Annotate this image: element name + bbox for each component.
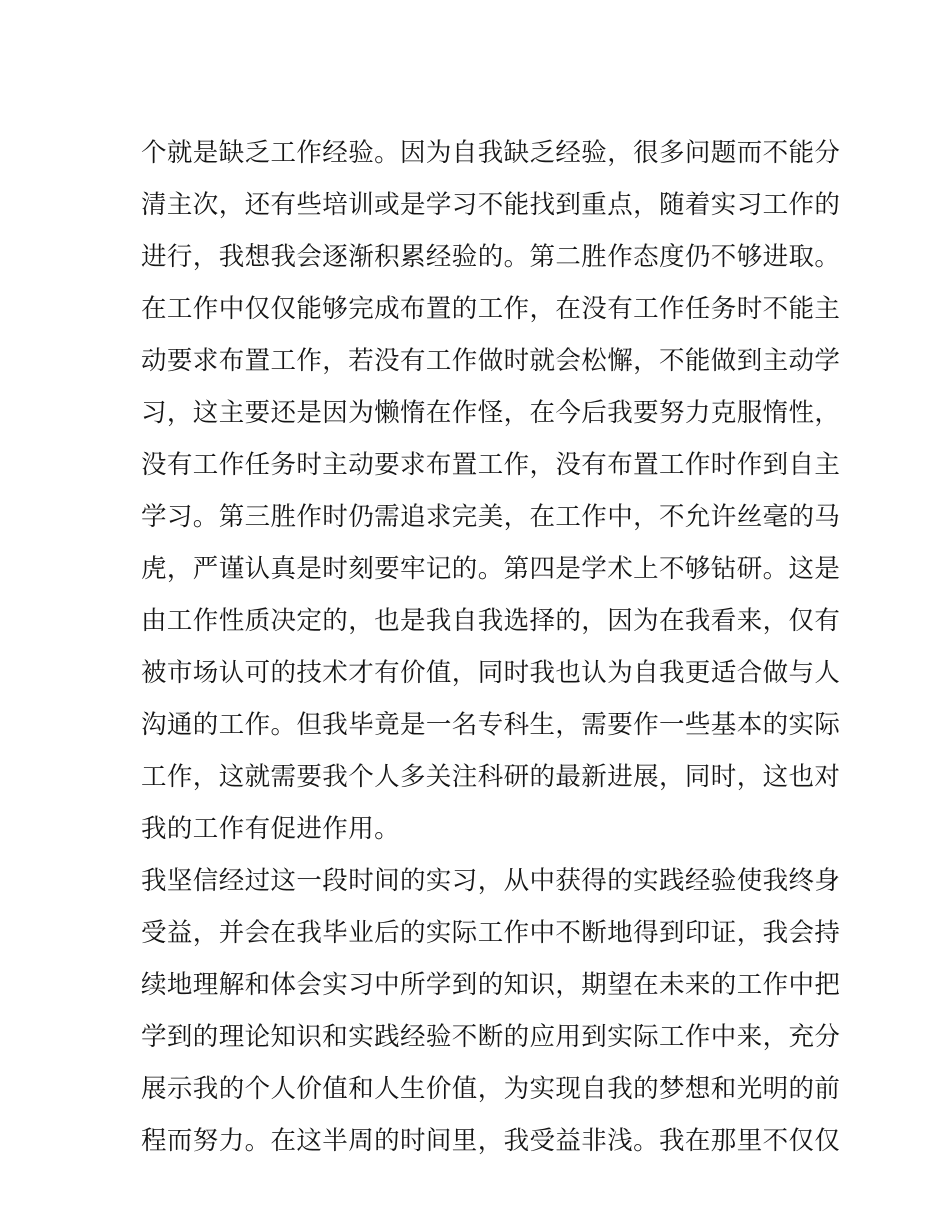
text-line-10: 由工作性质决定的，也是我自我选择的，因为在我看来，仅有	[141, 606, 841, 636]
text-line-9: 虎，严谨认真是时刻要牢记的。第四是学术上不够钻研。这是	[141, 554, 841, 584]
body-text	[141, 127, 841, 1167]
text-line-15: 我坚信经过这一段时间的实习，从中获得的实践经验使我终身	[141, 866, 841, 896]
text-line-11: 被市场认可的技术才有价值，同时我也认为自我更适合做与人	[141, 658, 841, 688]
text-line-12: 沟通的工作。但我毕竟是一名专科生，需要作一些基本的实际	[141, 710, 841, 740]
text-line-14: 我的工作有促进作用。	[141, 814, 401, 844]
text-line-18: 学到的理论知识和实践经验不断的应用到实际工作中来，充分	[141, 1022, 841, 1052]
text-line-17: 续地理解和体会实习中所学到的知识，期望在未来的工作中把	[141, 970, 841, 1000]
text-line-13: 工作，这就需要我个人多关注科研的最新进展，同时，这也对	[141, 762, 841, 792]
text-line-7: 没有工作任务时主动要求布置工作，没有布置工作时作到自主	[141, 450, 841, 480]
text-line-16: 受益，并会在我毕业后的实际工作中不断地得到印证，我会持	[141, 918, 841, 948]
text-line-20: 程而努力。在这半周的时间里，我受益非浅。我在那里不仅仅	[141, 1126, 841, 1156]
text-line-6: 习，这主要还是因为懒惰在作怪，在今后我要努力克服惰性，	[141, 398, 841, 428]
text-line-3: 进行，我想我会逐渐积累经验的。第二胜作态度仍不够进取。	[141, 242, 841, 272]
text-line-4: 在工作中仅仅能够完成布置的工作，在没有工作任务时不能主	[141, 294, 841, 324]
text-line-8: 学习。第三胜作时仍需追求完美，在工作中，不允许丝毫的马	[141, 502, 841, 532]
text-line-19: 展示我的个人价值和人生价值，为实现自我的梦想和光明的前	[141, 1074, 841, 1104]
text-line-5: 动要求布置工作，若没有工作做时就会松懈，不能做到主动学	[141, 346, 841, 376]
text-line-2: 清主次，还有些培训或是学习不能找到重点，随着实习工作的	[141, 190, 841, 220]
text-line-1: 个就是缺乏工作经验。因为自我缺乏经验，很多问题而不能分	[141, 138, 841, 168]
